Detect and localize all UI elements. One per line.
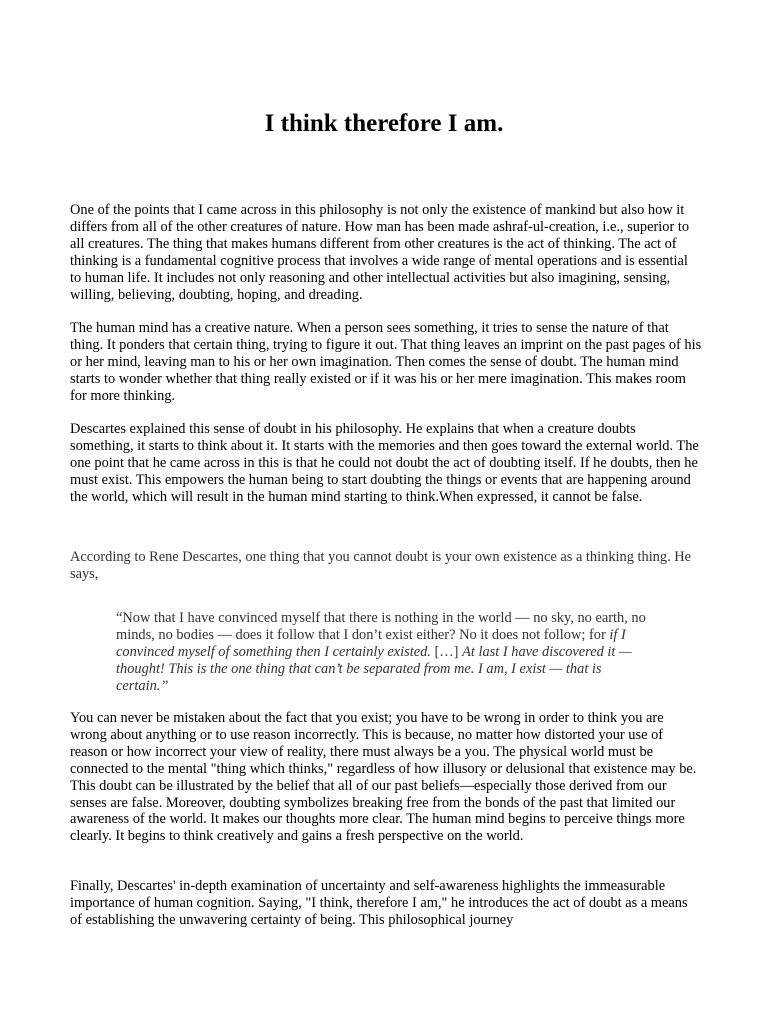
paragraph-1: One of the points that I came across in this philosophy is not only the existence of mankind but also how it differs from all of the other creatures of nature. How man has been made ashraf-ul-creation, i.e., superior to all creatures. The thing that makes humans different from other creatures is the act of thinking. The act of thinking is a fundamental cognitive process that involves a wide range of mental operations and is essential to human life. It includes not only reasoning and other intellectual activities but also imagining, sensing, willing, believing, doubting, hoping, and dreading. (70, 202, 690, 303)
paragraph-4: According to Rene Descartes, one thing that you cannot doubt is your own existence as a thinking thing. He says, (70, 549, 692, 582)
quote-part-3: […] (430, 643, 463, 660)
paragraph-3: Descartes explained this sense of doubt in his philosophy. He explains that when a creature doubts something, it starts to think about it. It starts with the memories and then goes toward the external world. The one point that he came across in this is that he could not doubt the act of doubting itself. If he doubts, then he must exist. This empowers the human being to start doubting the things or events that are happening around the world, which will result in the human mind starting to think.When expressed, it cannot be false. (70, 421, 699, 505)
paragraph-2: The human mind has a creative nature. When a person sees something, it tries to sense the nature of that thing. It ponders that certain thing, trying to figure it out. That thing leaves an imprint on the past pages of his or her mind, leaving man to his or her own imagination. Then comes the sense of doubt. The human mind starts to wonder whether that thing really existed or if it was his or her mere imagination. This makes room for more thinking. (70, 320, 702, 404)
block-quote (116, 610, 656, 695)
quote-part-4-italic: At last I have discovered it — thought! This is the one thing that can’t be separated from me. I am, I exist — that is certain.” (116, 643, 632, 694)
quote-part-2-italic: if I convinced myself of something then I certainly existed. (116, 626, 626, 660)
quote-part-1: “Now that I have convinced myself that there is nothing in the world — no sky, no earth, no minds, no bodies — does it follow that I don’t exist either? No it does not follow; for (116, 610, 646, 643)
paragraph-5: You can never be mistaken about the fact that you exist; you have to be wrong in order to think you are wrong about anything or to use reason incorrectly. This is because, no matter how distorted your use of reason or how incorrect your view of reality, there must always be a you. The physical world must be connected to the mental "thing which thinks," regardless of how illusory or delusional that existence may be. This doubt can be illustrated by the belief that all of our past beliefs—especially those derived from our senses are false. Moreover, doubting symbolizes breaking free from the bonds of the past that limited our awareness of the world. It makes our thoughts more clear. The human mind begins to perceive things more clearly. It begins to think creatively and gains a fresh perspective on the world. (70, 710, 697, 845)
paragraph-6: Finally, Descartes' in-depth examination of uncertainty and self-awareness highlights the immeasurable importance of human cognition. Saying, "I think, therefore I am," he introduces the act of doubt as a means of establishing the unwavering certainty of being. This philosophical journey (70, 878, 688, 928)
page-title: I think therefore I am. (264, 110, 504, 137)
